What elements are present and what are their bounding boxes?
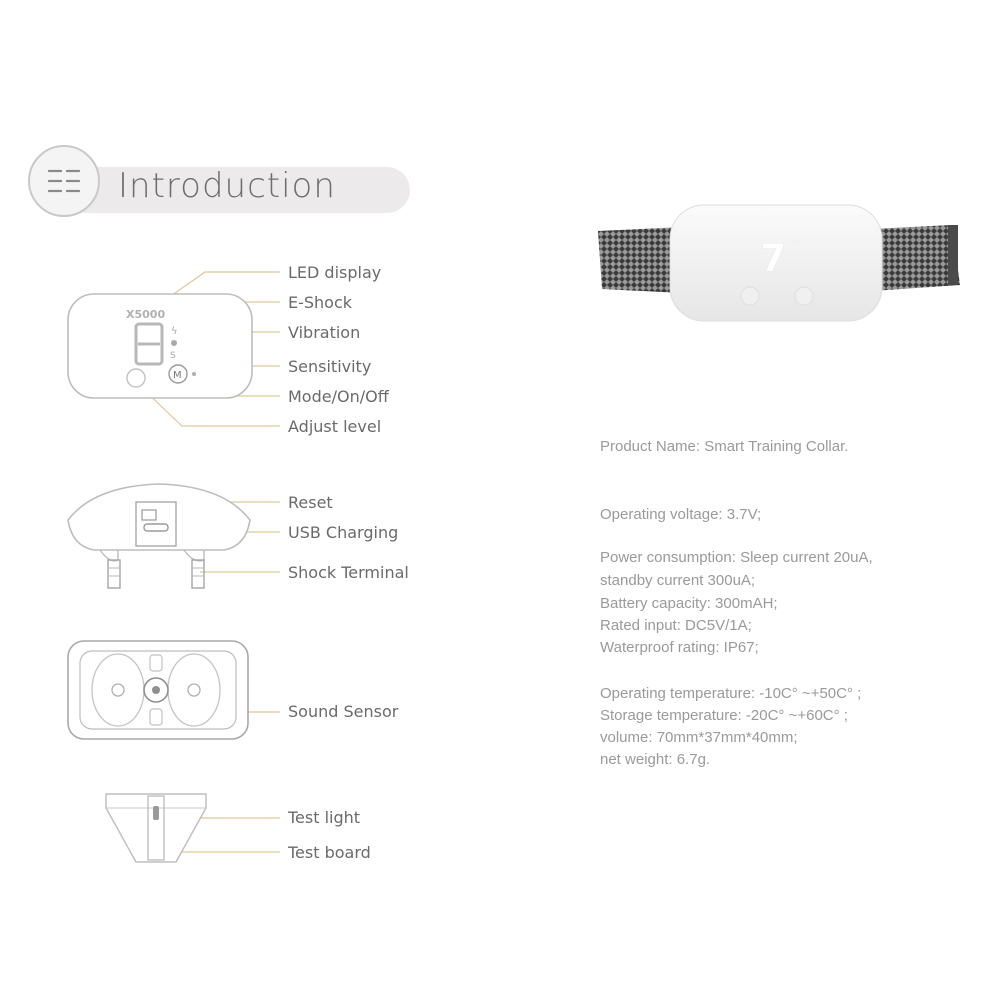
label-sound-sensor: Sound Sensor [288, 702, 399, 721]
front-view-diagram [66, 292, 256, 402]
spec-waterproof: Waterproof rating: IP67; [600, 639, 759, 656]
label-test-light: Test light [288, 808, 361, 827]
brand-text: X5000 [126, 308, 166, 321]
strap-right [872, 225, 960, 291]
spec-storage-temp: Storage temperature: -20C° ~+60C° ; [600, 707, 848, 724]
spec-product-name: Product Name: Smart Training Collar. [600, 438, 849, 455]
collar-button-left [741, 287, 759, 305]
svg-text:M: M [173, 370, 182, 381]
page-title: Introduction [118, 166, 336, 206]
strap-left [598, 227, 682, 293]
label-sensitivity: Sensitivity [288, 357, 372, 376]
label-vibration: Vibration [288, 323, 361, 342]
collar-button-right [795, 287, 813, 305]
spec-power-1: Power consumption: Sleep current 20uA, [600, 549, 873, 566]
label-shock-terminal: Shock Terminal [288, 563, 409, 582]
sensitivity-icon: S [170, 351, 176, 361]
label-test-board: Test board [288, 843, 371, 862]
spec-weight: net weight: 6.7g. [600, 751, 711, 768]
label-mode: Mode/On/Off [288, 387, 389, 406]
spec-power-2: standby current 300uA; [600, 572, 756, 589]
label-reset: Reset [288, 493, 333, 512]
test-light [153, 806, 159, 820]
shock-terminal-left [108, 560, 120, 588]
side-view-diagram [64, 480, 254, 595]
product-photo [592, 195, 967, 330]
shock-icon: ϟ [171, 326, 178, 337]
label-usb-charging: USB Charging [288, 523, 399, 542]
spec-operating-temp: Operating temperature: -10C° ~+50C° ; [600, 685, 862, 702]
back-view-diagram [66, 635, 252, 743]
spec-volume: volume: 70mm*37mm*40mm; [600, 729, 798, 746]
label-adjust-level: Adjust level [288, 417, 382, 436]
vibration-icon [171, 340, 177, 346]
bottom-view-diagram [104, 790, 208, 868]
label-e-shock: E-Shock [288, 293, 353, 312]
collar-display-digit: 7 [760, 236, 787, 280]
label-led-display: LED display [288, 263, 382, 282]
spec-rated-input: Rated input: DC5V/1A; [600, 617, 752, 634]
spec-voltage: Operating voltage: 3.7V; [600, 506, 762, 523]
shock-terminal-right [192, 560, 204, 588]
spec-battery: Battery capacity: 300mAH; [600, 595, 778, 612]
